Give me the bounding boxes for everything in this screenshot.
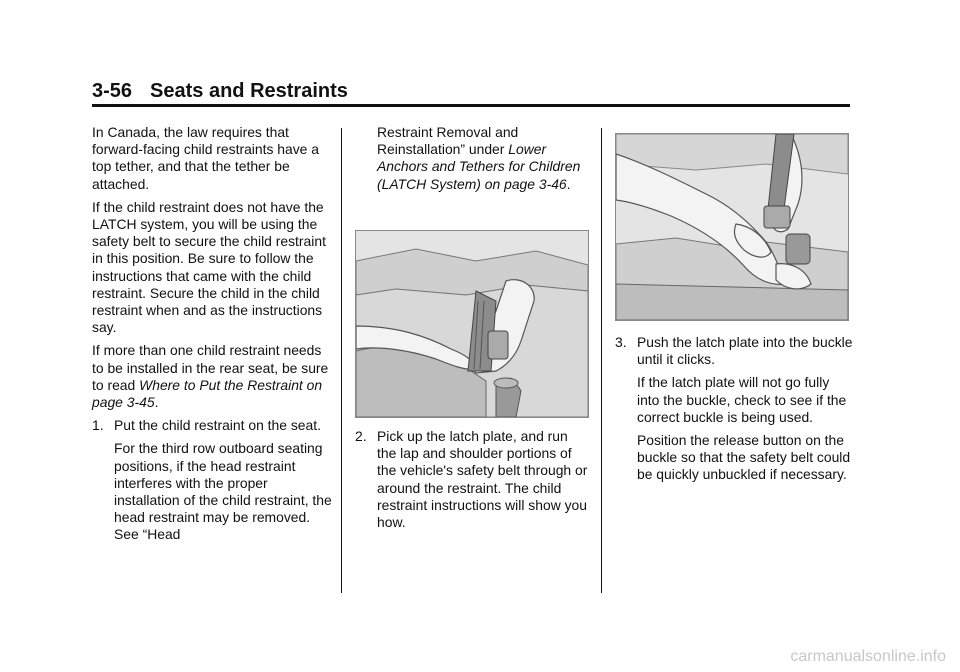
column-divider-1 [341, 128, 342, 593]
header-rule [92, 104, 850, 107]
step-1 [92, 417, 332, 434]
column-divider-2 [601, 128, 602, 593]
step-3-note-2: Position the release button on the buckle so that the safety belt could be quickly unbuckled if necessary. [637, 432, 851, 483]
cross-reference-link[interactable]: Lower Anchors and Tethers for Children (LATCH System) on page 3-46 [377, 141, 581, 192]
column-2 [355, 124, 590, 199]
column-2-lower [355, 428, 590, 537]
step-3 [615, 334, 855, 368]
paragraph-canada-law: In Canada, the law requires that forward-facing child restraints have a top tether, and that the tether be attached. [92, 124, 319, 192]
step-text: Put the child restraint on the seat. [114, 417, 321, 434]
paragraph-no-latch: If the child restraint does not have the LATCH system, you will be using the safety belt to secure the child restraint in this position. Be sure to follow the instructions that came with the child restraint. Secure the child in the child restraint when and as the instructions say. [92, 198, 326, 336]
step-text: Pick up the latch plate, and run the lap and shoulder portions of the vehicle's safety belt through or around the restraint. The child restraint instructions will show you how. [377, 428, 588, 531]
illustration-buckle [615, 133, 849, 321]
watermark: carmanualsonline.info [790, 648, 946, 665]
step-3-note-1: If the latch plate will not go fully into the buckle, check to see if the correct buckle is being used. [637, 374, 847, 425]
section-title: Seats and Restraints [150, 80, 348, 102]
illustration-latch-plate [355, 230, 589, 418]
column-1 [92, 124, 332, 550]
step-2 [355, 428, 590, 531]
column-3 [615, 334, 855, 490]
step-text: Push the latch plate into the buckle until it clicks. [637, 334, 853, 368]
paragraph-text: Restraint Removal and Reinstallation” under [377, 124, 519, 158]
illustration-buckle-drawing [616, 134, 848, 320]
step-1-note: For the third row outboard seating positions, if the head restraint interferes with the proper installation of the child restraint, the head restraint may be removed. See “Head [114, 440, 332, 543]
paragraph-text: If more than one child restraint needs to be installed in the rear seat, be sure to read [92, 342, 329, 393]
step-number: 3. [615, 334, 627, 350]
cross-reference-link[interactable]: Where to Put the Restraint on page 3-45 [92, 376, 323, 411]
paragraph-end: . [566, 175, 571, 192]
step-number: 1. [92, 417, 104, 434]
page-number: 3-56 [92, 80, 133, 102]
paragraph-end: . [154, 394, 159, 411]
paragraph-continued [377, 124, 590, 193]
step-number: 2. [355, 428, 367, 444]
illustration-latch-plate-drawing [356, 231, 588, 417]
page-header [92, 80, 348, 103]
paragraph-multiple-restraints [92, 342, 332, 411]
